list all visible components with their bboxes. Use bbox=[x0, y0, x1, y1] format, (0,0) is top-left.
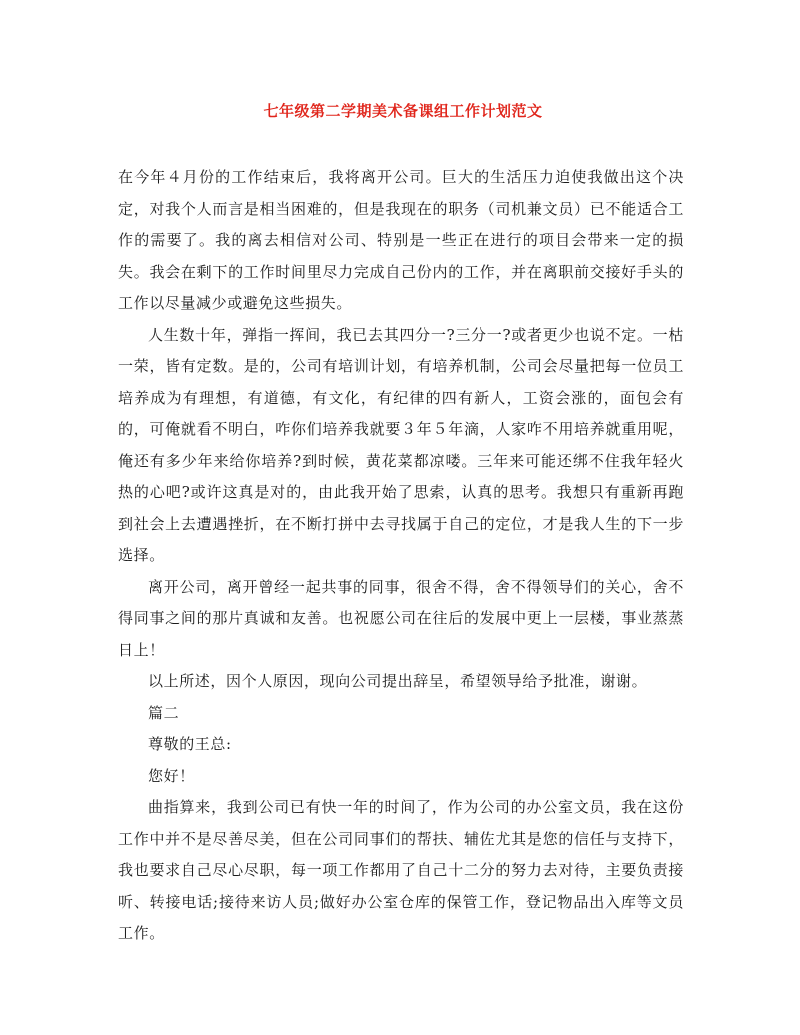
document-body bbox=[118, 162, 684, 950]
salutation: 尊敬的王总: bbox=[148, 735, 232, 753]
paragraph: 曲指算来，我到公司已有快一年的时间了，作为公司的办公室文员，我在这份工作中并不是尽善尽美，但在公司同事们的帮扶、辅佐尤其是您的信任与支持下，我也要求自己尽心尽职，每一项工作都用了自己十二分的努力去对待，主要负责接听、转接电话;接待来访人员;做好办公室仓库的保管工作，登记物品出入库等文员工作。 bbox=[118, 798, 684, 942]
document-title: 七年级第二学期美术备课组工作计划范文 bbox=[263, 102, 543, 120]
greeting: 您好！ bbox=[148, 766, 195, 785]
paragraph: 以上所述，因个人原因，现向公司提出辞呈，希望领导给予批准，谢谢。 bbox=[148, 672, 648, 690]
paragraph: 人生数十年，弹指一挥间，我已去其四分一?三分一?或者更少也说不定。一枯一荣，皆有定数。是的，公司有培训计划，有培养机制，公司会尽量把每一位员工培养成为有理想，有道德，有文化，有纪律的四有新人，工资会涨的，面包会有的，可俺就看不明白，咋你们培养我就要３年５年滴，人家咋不用培养就重用呢，俺还有多少年来给你培养?到时候，黄花菜都凉喽。三年来可能还绑不住我年轻火热的心吧?或许这真是对的，由此我开始了思索，认真的思考。我想只有重新再跑到社会上去遭遇挫折，在不断打拼中去寻找属于自己的定位，才是我人生的下一步选择。 bbox=[118, 325, 684, 564]
paragraph: 在今年４月份的工作结束后，我将离开公司。巨大的生活压力迫使我做出这个决定，对我个人而言是相当困难的，但是我现在的职务（司机兼文员）已不能适合工作的需要了。我的离去相信对公司、特别是一些正在进行的项目会带来一定的损失。我会在剩下的工作时间里尽力完成自己份内的工作，并在离职前交接好手头的工作以尽量减少或避免这些损失。 bbox=[118, 168, 684, 312]
section-heading: 篇二 bbox=[148, 703, 180, 722]
paragraph: 离开公司，离开曾经一起共事的同事，很舍不得，舍不得领导们的关心，舍不得同事之间的那片真诚和友善。也祝愿公司在往后的发展中更上一层楼，事业蒸蒸日上！ bbox=[118, 577, 684, 659]
document-page bbox=[118, 100, 684, 950]
